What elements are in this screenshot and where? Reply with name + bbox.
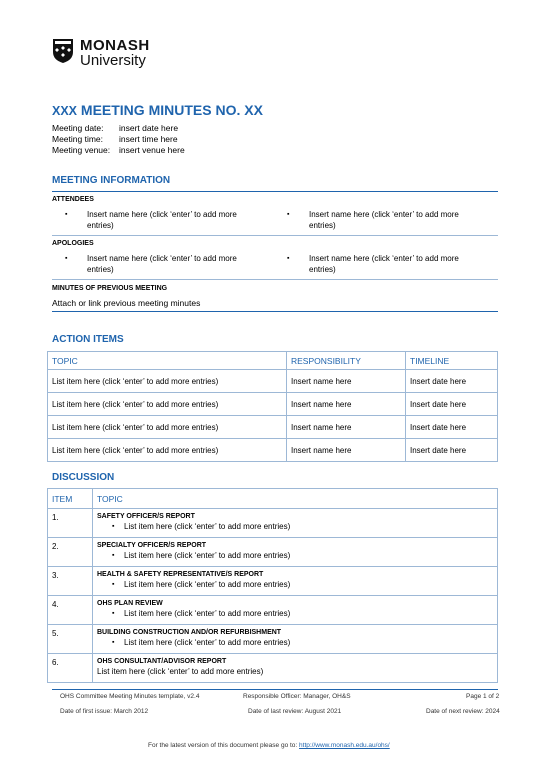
table-header-row — [48, 352, 498, 370]
discussion-table — [47, 488, 498, 683]
meeting-venue-value[interactable]: insert venue here — [119, 145, 185, 155]
divider — [52, 235, 498, 236]
bullet-icon: ▪ — [287, 255, 290, 262]
logo-line-2: University — [80, 52, 146, 69]
table-cell[interactable]: Insert date here — [406, 416, 498, 439]
table-row — [48, 625, 498, 654]
bullet-icon: ▪ — [112, 523, 115, 530]
item-topic[interactable]: OHS PLAN REVIEW ▪ List item here (click ‘enter’ to add more entries) — [93, 596, 498, 625]
discussion-heading: DISCUSSION — [52, 472, 115, 483]
monash-logo — [52, 38, 162, 72]
table-row — [48, 538, 498, 567]
meta-time: Meeting time: insert time here — [52, 134, 178, 144]
footer-first-issue: Date of first issue: March 2012 — [60, 708, 149, 715]
apology-item[interactable]: ▪ Insert name here (click ‘enter’ to add more entries) — [65, 254, 237, 274]
column-header: TOPIC — [93, 489, 498, 509]
bullet-icon: ▪ — [112, 552, 115, 559]
meta-venue: Meeting venue: insert venue here — [52, 145, 185, 155]
table-cell[interactable]: List item here (click ‘enter’ to add more entries) — [48, 439, 287, 462]
meeting-time-value[interactable]: insert time here — [119, 134, 178, 144]
table-cell[interactable]: Insert date here — [406, 393, 498, 416]
table-row — [48, 393, 498, 416]
column-header: TIMELINE — [406, 352, 498, 370]
item-topic[interactable]: OHS CONSULTANT/ADVISOR REPORT List item here (click ‘enter’ to add more entries) — [93, 654, 498, 683]
footer-next-review: Date of next review: 2024 — [426, 708, 500, 715]
item-number: 3. — [48, 567, 93, 596]
attendee-item[interactable]: ▪ Insert name here (click ‘enter’ to add more entries) — [287, 210, 459, 230]
bullet-icon: ▪ — [112, 610, 115, 617]
bullet-icon: ▪ — [112, 639, 115, 646]
table-row — [48, 416, 498, 439]
table-cell[interactable]: Insert name here — [287, 393, 406, 416]
table-row — [48, 567, 498, 596]
table-row — [48, 596, 498, 625]
footer-page: Page 1 of 2 — [466, 693, 500, 700]
table-cell[interactable]: Insert name here — [287, 439, 406, 462]
action-items-table — [47, 351, 498, 462]
meeting-meta — [52, 123, 185, 156]
divider — [52, 311, 498, 312]
table-cell[interactable]: Insert date here — [406, 439, 498, 462]
column-header: RESPONSIBILITY — [287, 352, 406, 370]
document-title — [52, 102, 263, 118]
logo-line-1: MONASH — [80, 37, 150, 54]
meeting-date-value[interactable]: insert date here — [119, 123, 179, 133]
crest-icon — [52, 38, 74, 64]
table-cell[interactable]: Insert date here — [406, 370, 498, 393]
table-row — [48, 439, 498, 462]
item-number: 6. — [48, 654, 93, 683]
previous-minutes-text[interactable]: Attach or link previous meeting minutes — [52, 298, 201, 308]
table-row — [48, 370, 498, 393]
bullet-icon: ▪ — [112, 581, 115, 588]
footer-latest-version: For the latest version of this document please go to: http://www.monash.edu.au/ohs/ — [148, 742, 390, 749]
item-number: 5. — [48, 625, 93, 654]
table-row — [48, 509, 498, 538]
item-topic[interactable]: SAFETY OFFICER/S REPORT ▪ List item here (click ‘enter’ to add more entries) — [93, 509, 498, 538]
item-number: 4. — [48, 596, 93, 625]
item-number: 2. — [48, 538, 93, 567]
action-items-heading: ACTION ITEMS — [52, 334, 124, 345]
item-topic[interactable]: SPECIALTY OFFICER/S REPORT ▪ List item here (click ‘enter’ to add more entries) — [93, 538, 498, 567]
title-prefix: XXX — [52, 104, 78, 118]
previous-minutes-label: MINUTES OF PREVIOUS MEETING — [52, 285, 168, 292]
table-row — [48, 654, 498, 683]
footer-divider — [52, 689, 498, 690]
footer-last-review: Date of last review: August 2021 — [248, 708, 342, 715]
meta-date: Meeting date: insert date here — [52, 123, 179, 133]
column-header: TOPIC — [48, 352, 287, 370]
divider — [52, 279, 498, 280]
divider — [52, 191, 498, 192]
item-number: 1. — [48, 509, 93, 538]
bullet-icon: ▪ — [65, 211, 68, 218]
table-header-row — [48, 489, 498, 509]
table-cell[interactable]: Insert name here — [287, 416, 406, 439]
bullet-icon: ▪ — [287, 211, 290, 218]
table-cell[interactable]: List item here (click ‘enter’ to add more entries) — [48, 370, 287, 393]
table-cell[interactable]: Insert name here — [287, 370, 406, 393]
attendees-label: ATTENDEES — [52, 196, 94, 203]
attendee-item[interactable]: ▪ Insert name here (click ‘enter’ to add more entries) — [65, 210, 237, 230]
item-topic[interactable]: BUILDING CONSTRUCTION AND/OR REFURBISHMENT ▪ List item here (click ‘enter’ to add more entries) — [93, 625, 498, 654]
ohs-link[interactable]: http://www.monash.edu.au/ohs/ — [299, 742, 390, 749]
column-header: ITEM — [48, 489, 93, 509]
apologies-label: APOLOGIES — [52, 240, 94, 247]
footer-officer: Responsible Officer: Manager, OH&S — [243, 693, 351, 700]
footer-template: OHS Committee Meeting Minutes template, v2.4 — [60, 693, 200, 700]
meeting-info-heading: MEETING INFORMATION — [52, 175, 171, 186]
item-topic[interactable]: HEALTH & SAFETY REPRESENTATIVE/S REPORT ▪ List item here (click ‘enter’ to add more entries) — [93, 567, 498, 596]
table-cell[interactable]: List item here (click ‘enter’ to add more entries) — [48, 416, 287, 439]
apology-item[interactable]: ▪ Insert name here (click ‘enter’ to add more entries) — [287, 254, 459, 274]
title-main: MEETING MINUTES NO. XX — [80, 102, 263, 118]
bullet-icon: ▪ — [65, 255, 68, 262]
table-cell[interactable]: List item here (click ‘enter’ to add more entries) — [48, 393, 287, 416]
